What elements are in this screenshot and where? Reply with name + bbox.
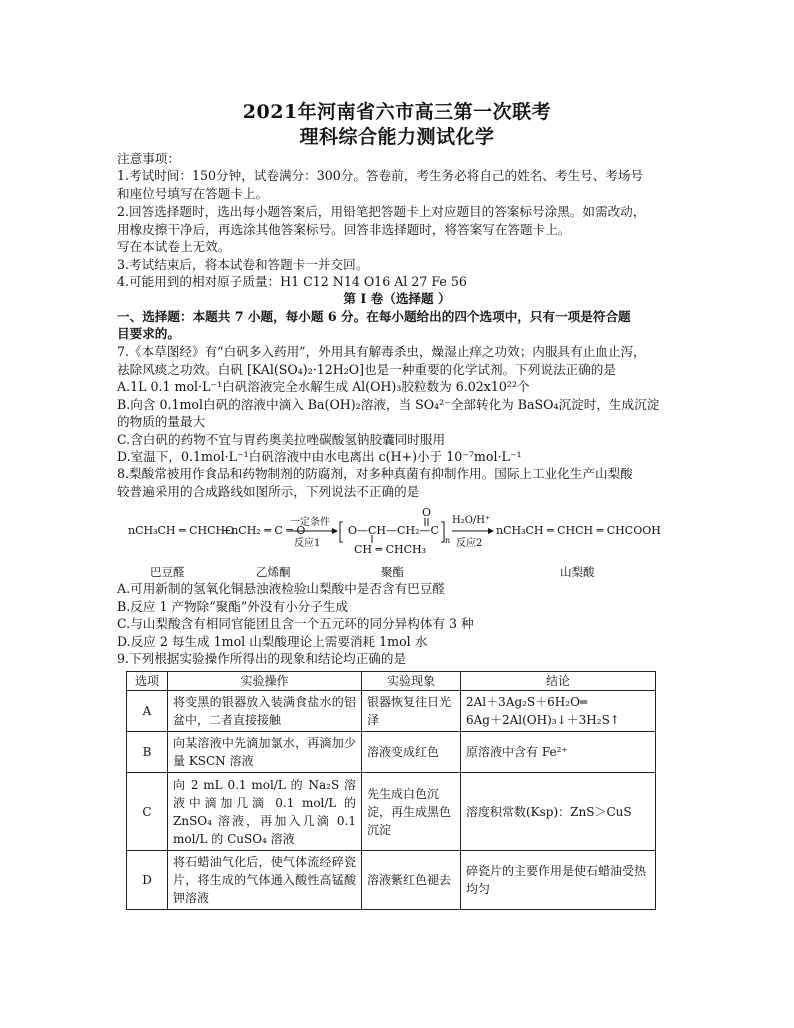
- label-polyester: 聚酯: [381, 565, 404, 579]
- experiment-table: [126, 671, 656, 910]
- row-operation: 向某溶液中先滴加氯水，再滴加少量 KSCN 溶液: [168, 732, 362, 773]
- row-phenomenon: 先生成白色沉淀，再生成黑色沉淀: [362, 773, 461, 851]
- row-conclusion: 原溶液中含有 Fe²⁺: [461, 732, 656, 773]
- notice-line: 4.可能用到的相对原子质量：H1 C12 N14 O16 Al 27 Fe 56: [117, 274, 467, 289]
- row-operation: 将变黑的银器放入装满食盐水的铝盆中，二者直接接触: [168, 691, 362, 732]
- row-option: C: [127, 773, 168, 851]
- q8-option-b: B.反应 1 产物除“聚酯”外没有小分子生成: [117, 599, 349, 614]
- row-operation: 向 2 mL 0.1 mol/L 的 Na₂S 溶液中滴加几滴 0.1 mol/L 的 ZnSO₄ 溶液，再加入几滴 0.1 mol/L 的 CuSO₄ 溶液: [168, 773, 362, 851]
- polymer-bracket-left: [340, 522, 343, 542]
- arrowhead-2: [488, 528, 494, 534]
- conclusion-line: 6Ag＋2Al(OH)₃↓＋3H₂S↑: [466, 713, 620, 727]
- notice-line: 写在本试卷上无效。: [117, 239, 231, 254]
- table-row: [127, 691, 656, 732]
- header-conclusion: 结论: [461, 672, 656, 691]
- q9-stem: 9.下列根据实验操作所得出的现象和结论均正确的是: [117, 651, 407, 666]
- condition-2-top: H₂O/H⁺: [452, 515, 491, 526]
- q8-option-d: D.反应 2 每生成 1mol 山梨酸理论上需要消耗 1mol 水: [117, 634, 428, 649]
- product-sorbic-acid: nCH₃CH ═ CHCH ═ CHCOOH: [496, 524, 661, 537]
- notice-heading: 注意事项：: [117, 151, 180, 166]
- reactant-crotonaldehyde: nCH₃CH ═ CHCHO: [128, 524, 235, 537]
- polyester-oxygen: O: [422, 506, 432, 519]
- header-option: 选项: [127, 672, 168, 691]
- header-operation: 实验操作: [168, 672, 362, 691]
- q7-option-b: B.向含 0.1mol白矾的溶液中滴入 Ba(OH)₂溶液，当 SO₄²⁻全部转化为 BaSO₄沉淀时，生成沉淀: [117, 397, 660, 412]
- q7-stem: 7.《本草图经》有“白矾多入药用”，外用具有解毒杀虫，燥湿止痒之功效；内服具有止血止泻，: [117, 344, 646, 359]
- notice-line: 2.回答选择题时，选出每小题答案后，用铅笔把答题卡上对应题目的答案标号涂黑。如需改动，: [117, 204, 646, 219]
- notice-line: 1.考试时间：150分钟，试卷满分：300分。答卷前，考生务必将自己的姓名、考生号、考场号: [117, 168, 644, 183]
- conclusion-line: 2Al＋3Ag₂S＋6H₂O═: [466, 695, 588, 709]
- table-row: [127, 851, 656, 910]
- row-option: D: [127, 851, 168, 910]
- reaction-scheme: [126, 506, 676, 582]
- condition-1-top: 一定条件: [290, 517, 330, 528]
- label-ketene: 乙烯酮: [256, 565, 291, 579]
- label-crotonaldehyde: 巴豆醛: [150, 565, 185, 579]
- header-phenomenon: 实验现象: [362, 672, 461, 691]
- label-sorbic-acid: 山梨酸: [560, 565, 595, 579]
- q8-stem: 较普遍采用的合成路线如图所示，下列说法不正确的是: [117, 484, 420, 499]
- q8-option-c: C.与山梨酸含有相同官能团且含一个五元环的同分异构体有 3 种: [117, 616, 474, 631]
- row-phenomenon: 溶液变成红色: [362, 732, 461, 773]
- table-row: [127, 773, 656, 851]
- q8-stem: 8.梨酸常被用作食品和药物制剂的防腐剂，对多种真菌有抑制作用。国际上工业化生产山梨酸: [117, 466, 633, 481]
- part-heading: 目要求的。: [117, 326, 180, 341]
- row-phenomenon: 银器恢复往日光泽: [362, 691, 461, 732]
- row-operation: 将石蜡油气化后，使气体流经碎瓷片，将生成的气体通入酸性高锰酸钾溶液: [168, 851, 362, 910]
- polyester-chain: O—CH—CH₂—C: [348, 524, 439, 537]
- condition-2-bottom: 反应2: [456, 538, 483, 549]
- part-heading: 一、选择题：本题共 7 小题，每小题 6 分。在每小题给出的四个选项中，只有一项是符合题: [117, 309, 631, 324]
- row-option: B: [127, 732, 168, 773]
- q7-option-c: C.含白矾的药物不宜与胃药奥美拉唑碳酸氢钠胶囊同时服用: [117, 432, 446, 447]
- q7-option-b: 的物质的量最大: [117, 414, 206, 429]
- reactant-ketene: +nCH₂ ═ C ═ O: [222, 524, 306, 537]
- q7-stem: 祛除风痰之功效。白矾 [KAl(SO₄)₂·12H₂O]也是一种重要的化学试剂。下列说法正确的是: [117, 362, 616, 377]
- exam-subtitle: 理科综合能力测试化学: [299, 126, 495, 148]
- table-header-row: [127, 672, 656, 691]
- arrowhead-1: [332, 528, 338, 534]
- row-conclusion: 溶度积常数(Ksp)：ZnS＞CuS: [461, 773, 656, 851]
- polymer-n: n: [445, 536, 451, 545]
- q7-option-a: A.1L 0.1 mol·L⁻¹白矾溶液完全水解生成 Al(OH)₃胶粒数为 6.02x10²²个: [117, 379, 530, 394]
- notice-line: 用橡皮擦干净后，再选涂其他答案标号。回答非选择题时，将答案写在答题卡上。: [117, 222, 571, 237]
- row-option: A: [127, 691, 168, 732]
- q8-option-a: A.可用新制的氢氧化铜悬浊液检验山梨酸中是否含有巴豆醛: [117, 581, 445, 596]
- exam-title: 2021年河南省六市高三第一次联考: [242, 101, 552, 123]
- notice-line: 和座位号填写在答题卡上。: [117, 186, 269, 201]
- q7-option-d: D.室温下，0.1mol·L⁻¹白矾溶液中由水电离出 c(H+)小于 10⁻⁷mol·L⁻¹: [117, 449, 522, 464]
- row-conclusion: 碎瓷片的主要作用是使石蜡油受热均匀: [461, 851, 656, 910]
- row-phenomenon: 溶液紫红色褪去: [362, 851, 461, 910]
- section-title: 第 I 卷（选择题 ）: [343, 291, 451, 306]
- polyester-side-chain: CH ═ CHCH₃: [354, 543, 427, 556]
- condition-1-bottom: 反应1: [294, 538, 321, 549]
- notice-line: 3.考试结束后，将本试卷和答题卡一并交回。: [117, 257, 369, 272]
- table-row: [127, 732, 656, 773]
- row-conclusion: [461, 691, 656, 732]
- polymer-bracket-right: [441, 522, 444, 542]
